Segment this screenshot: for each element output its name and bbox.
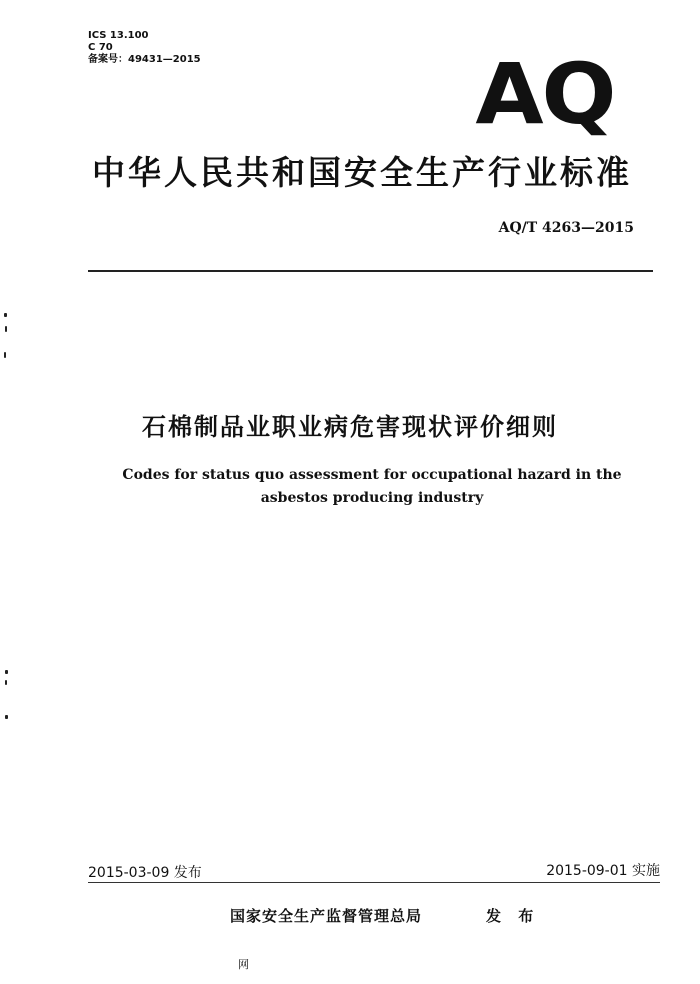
issue-date: 2015-03-09 发布	[88, 865, 202, 881]
scan-speck	[5, 670, 8, 674]
clc-code: C 70	[88, 42, 113, 53]
scan-speck	[5, 680, 7, 685]
header-divider	[88, 270, 653, 272]
filing-number: 备案号：49431—2015	[88, 54, 201, 65]
aq-logo: AQ	[474, 45, 614, 143]
standard-number: AQ/T 4263—2015	[498, 220, 634, 236]
title-chinese: 石棉制品业职业病危害现状评价细则	[142, 413, 558, 441]
scan-speck	[5, 715, 8, 719]
publisher-name: 国家安全生产监督管理总局	[230, 907, 423, 925]
title-english-line-1: Codes for status quo assessment for occupational hazard in the	[122, 467, 622, 483]
footer-mark: 网	[238, 958, 249, 971]
scan-speck	[4, 313, 7, 317]
ics-code: ICS 13.100	[88, 30, 149, 41]
publish-label: 发 布	[486, 907, 540, 925]
scan-speck	[5, 326, 7, 332]
standard-category: 中华人民共和国安全生产行业标准	[92, 153, 632, 192]
implementation-date: 2015-09-01 实施	[546, 863, 660, 879]
footer-divider	[88, 882, 660, 883]
scan-speck	[4, 352, 6, 358]
title-english-line-2: asbestos producing industry	[260, 490, 484, 506]
